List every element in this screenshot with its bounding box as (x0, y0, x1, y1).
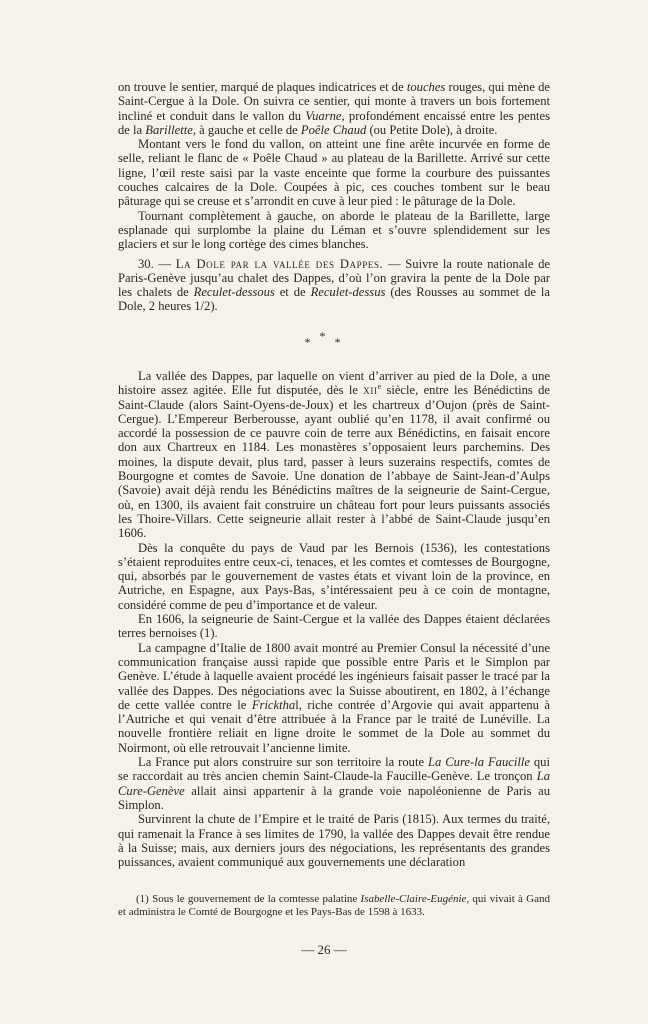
text-run: , profondément encaissé entre les pentes de la (118, 108, 550, 137)
top-text-block (118, 80, 550, 314)
text-run: La France put alors construire sur son territoire la route (138, 755, 429, 770)
footnote (118, 893, 550, 919)
italic-run: Reculet-dessus (310, 285, 386, 300)
italic-run: touches (406, 80, 446, 94)
bottom-text-block (118, 369, 550, 869)
text-run: qui se raccordait au très ancien chemin Saint-Claude-la Faucille-Genève. Le tronçon (118, 755, 550, 784)
text-run: siècle, entre les Bénédictins de Saint-Claude (alors Saint-Oyens-de-Joux) et les chartreux d’Oujon (près de Saint-Cergue). L’Empereur Berberousse, ayant oublié qu’en 1178, il avait confirmé ou accordé la possession de ce pauvre coin de terre aux Bénédictins, en faisait encore don aux Chartreux en 1184. Les monastères s’opposaient leurs parchemins. Des moines, la dispute devait, plus tard, passer à leurs suzerains respectifs, comtes de Bourgogne et comtes de Savoie. Une donation de l’abbaye de Saint-Jean-d’Aulps (Savoie) avait déjà rendu les Bénédictins maîtres de la seigneurie de Saint-Cergue, où, en 1300, ils avaient fait construire un château fort pour leurs puissants associés les Thoire-Villars. Cette seigneurie allait rester à l’abbé de Saint-Claude jusqu’en 1606. (118, 383, 550, 541)
paragraph-route (118, 755, 550, 812)
italic-run: Isabelle-Claire-Eugénie (360, 893, 467, 905)
asterism-divider (0, 329, 648, 349)
italic-run: Fricktha (251, 697, 296, 712)
text-run: La campagne d’Italie de 1800 avait montré au Premier Consul la nécessité d’une communication française aussi rapide que possible entre Paris et le Simplon par Genève. L’étude à laquelle avaient procédé les ingénieurs faisait passer le tracé par la vallée des Dappes. Des négociations avec la Suisse aboutirent, en 1802, à l’échange de cette vallée contre le (118, 640, 550, 712)
paragraph-1606: En 1606, la seigneurie de Saint-Cergue et la vallée des Dappes étaient déclarées terres bernoises (1). (118, 612, 550, 641)
asterism-star: * (319, 329, 329, 343)
text-run: , qui vivait à Gand et administra le Comté de Bourgogne et les Pays-Bas de 1598 à 1633. (118, 893, 550, 918)
italic-run: Vuarne (305, 108, 342, 123)
text-run: rouges, qui mène de Saint-Cergue à la Dole. On suivra ce sentier, qui monte à travers un bois fortement incliné et conduit dans le vallon du (118, 80, 550, 123)
paragraph-vallon: Montant vers le fond du vallon, on atteint une fine arête incurvée en forme de selle, reliant le flanc de « Poêle Chaud » au plateau de la Barillette. Arrivé sur cette ligne, l’œil reste saisi par la vaste enceinte que forme la courbure des puissantes couches calcaires de la Dole. Coupées à pic, ces couches tombent sur le beau pâturage qui se creuse et s’arrondit en cuve à leur pied : le pâturage de la Dole. (118, 137, 550, 209)
section-number: 30. — (138, 256, 176, 271)
text-run: La vallée des Dappes, par laquelle on vient d’arriver au pied de la Dole, a une histoire assez agitée. Elle fut disputée, dès le (118, 369, 550, 398)
italic-run: La Cure-la Faucille (428, 755, 530, 770)
page-number: — 26 — (301, 942, 347, 957)
paragraph-campagne (118, 641, 550, 755)
superscript: e (377, 382, 382, 392)
paragraph-section-30 (118, 257, 550, 314)
italic-run: Poêle Chaud (300, 122, 367, 137)
text-run: on trouve le sentier, marqué de plaques indicatrices et de (118, 80, 407, 94)
text-run: et de (274, 285, 311, 300)
text-run: — Suivre la route nationale de Paris-Genève jusqu’au chalet des Dappes, d’où l’on gravira la pente de la Dole par les chalets de (118, 256, 550, 300)
century-numeral: xii (363, 383, 378, 398)
paragraph-barillette: Tournant complètement à gauche, on aborde le plateau de la Barillette, large esplanade qui surplombe la plaine du Léman et s’ouvre splendidement sur les glaciers et sur le long cortège des cimes blanches. (118, 208, 550, 252)
text-run: allait ainsi appartenir à la grande voie napoléonienne de Paris au Simplon. (118, 783, 550, 812)
text-run: , à gauche et celle de (192, 122, 301, 137)
paragraph-traite: Survinrent la chute de l’Empire et le traité de Paris (1815). Aux termes du traité, qui ramenait la France à ses limites de 1790, la vallée des Dappes devait être rendue à la Suisse; mais, aux derniers jours des négociations, les représentants des grandes puissances, avaient communiqué aux gouvernements une déclaration (118, 812, 550, 870)
paragraph-sentier (118, 80, 550, 137)
asterism-star: * (334, 335, 344, 349)
italic-run: Barillette (145, 122, 193, 137)
paragraph-histoire (118, 369, 550, 541)
section-heading: La Dole par la vallée des Dappes. (175, 256, 384, 271)
paragraph-bernois: Dès la conquête du pays de Vaud par les Bernois (1536), les contestations s’étaient reproduites entre ceux-ci, tenaces, et les comtes et comtesses de Bourgogne, qui, absorbés par le gouvernement de vastes états et vivant loin de la province, en Autriche, en Espagne, aux Pays-Bas, s’intéressaient peu à ce coin de montagne, considéré comme de peu d’importance et de valeur. (118, 540, 550, 612)
italic-run: La Cure-Genève (118, 769, 550, 798)
italic-run: Reculet-dessous (193, 285, 275, 300)
asterism-star: * (304, 335, 314, 349)
text-run: (des Rousses au sommet de la Dole, 2 heures 1/2). (118, 285, 550, 314)
text-run: l, riche contrée d’Argovie qui avait appartenu à l’Autriche et qui venait d’être attribuée à la France par le traité de Lunéville. La nouvelle frontière reliait en ligne droite le sommet de la Dole au sommet du Noirmont, où elle retrouvait l’ancienne limite. (118, 697, 551, 755)
text-run: (ou Petite Dole), à droite. (366, 122, 498, 137)
text-run: (1) Sous le gouvernement de la comtesse palatine (136, 893, 361, 905)
